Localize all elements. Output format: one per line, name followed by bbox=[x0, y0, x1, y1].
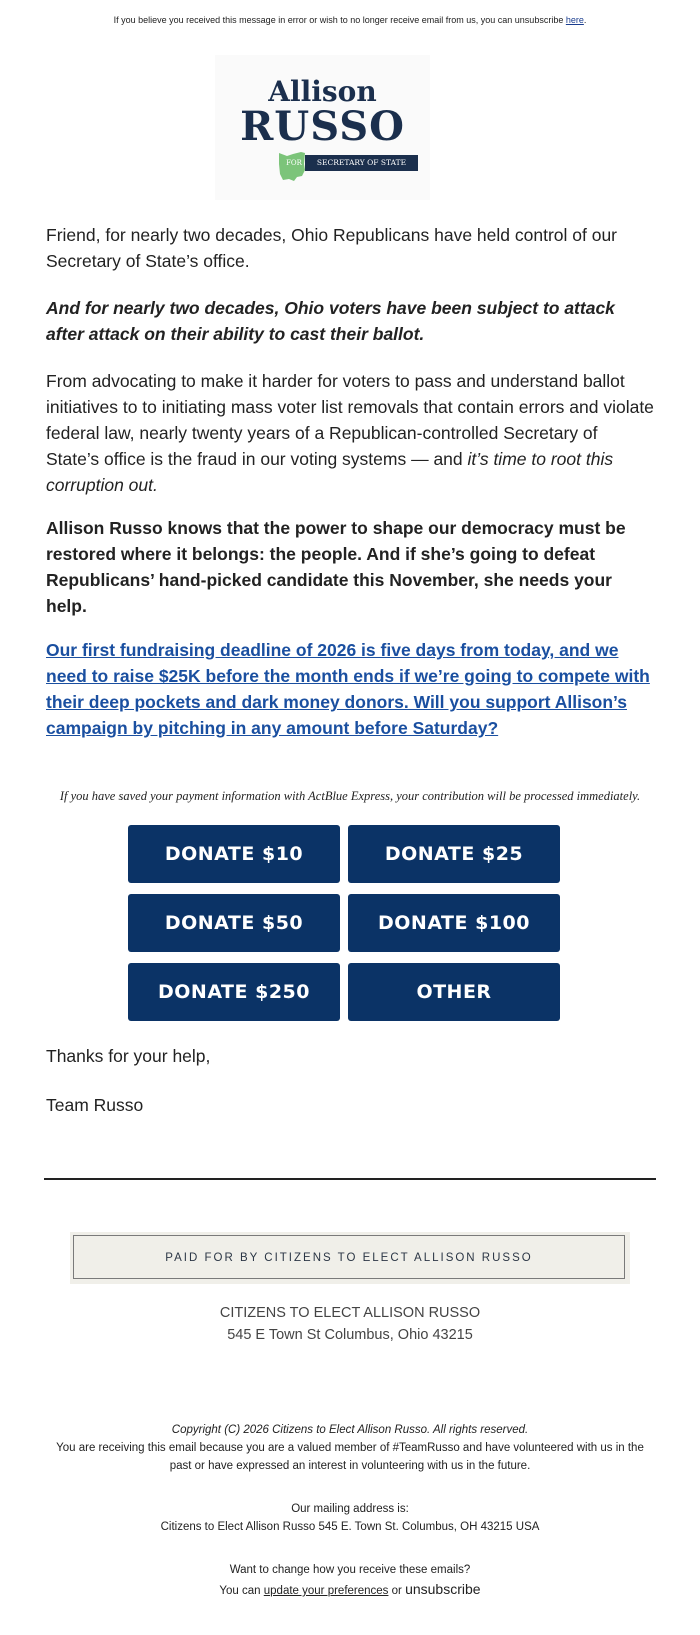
footer-you-can: You can bbox=[219, 1585, 261, 1597]
donate-100-button[interactable]: DONATE $100 bbox=[348, 894, 560, 952]
org-name: CITIZENS TO ELECT ALLISON RUSSO bbox=[219, 1305, 481, 1321]
footer-reason: You are receiving this email because you are a valued member of #TeamRusso and have volunteered with us in the past or have expressed an interest in volunteering with us in the future. bbox=[56, 1442, 644, 1472]
unsubscribe-notice-text: If you believe you received this message in error or wish to no longer receive email from us, you can unsubscribe bbox=[113, 15, 564, 25]
fundraising-deadline-link[interactable]: Our first fundraising deadline of 2026 is five days from today, and we need to raise $25K before the month ends if we’re going to compete with their deep pockets and dark money donors. Will you support Allison’s campaign by pitching in any amount before Saturday? bbox=[46, 640, 650, 738]
campaign-logo bbox=[215, 55, 430, 200]
logo-first-name: Allison bbox=[268, 75, 377, 108]
body-paragraph-1: Friend, for nearly two decades, Ohio Republicans have held control of our Secretary of State’s office. bbox=[46, 225, 618, 271]
logo-last-name: RUSSO bbox=[240, 103, 405, 150]
actblue-express-note: If you have saved your payment information with ActBlue Express, your contribution will be processed immediately. bbox=[59, 789, 641, 803]
donate-250-button[interactable]: DONATE $250 bbox=[128, 963, 340, 1021]
signoff-team: Team Russo bbox=[46, 1095, 144, 1115]
donate-other-button[interactable]: OTHER bbox=[348, 963, 560, 1021]
footer-change-prompt: Want to change how you receive these emails? bbox=[229, 1564, 471, 1576]
footer-preferences-line bbox=[0, 1580, 700, 1600]
org-address: 545 E Town St Columbus, Ohio 43215 bbox=[227, 1327, 473, 1343]
body-paragraph-3 bbox=[46, 368, 654, 498]
signoff-thanks: Thanks for your help, bbox=[46, 1046, 211, 1066]
donate-50-button[interactable]: DONATE $50 bbox=[128, 894, 340, 952]
body-paragraph-2: And for nearly two decades, Ohio voters have been subject to attack after attack on their ability to cast their ballot. bbox=[46, 298, 615, 344]
paid-for-disclaimer bbox=[70, 1232, 630, 1284]
footer-mailing-address: Citizens to Elect Allison Russo 545 E. Town St. Columbus, OH 43215 USA bbox=[160, 1521, 540, 1533]
body-paragraph-3-emphasis: it’s time to root this corruption out. bbox=[46, 449, 614, 495]
donate-25-button[interactable]: DONATE $25 bbox=[348, 825, 560, 883]
logo-office-band: SECRETARY OF STATE bbox=[305, 155, 418, 171]
footer-mailing-label: Our mailing address is: bbox=[291, 1503, 409, 1515]
footer-divider bbox=[44, 1178, 656, 1180]
unsubscribe-notice-end: . bbox=[583, 15, 587, 25]
body-paragraph-4: Allison Russo knows that the power to shape our democracy must be restored where it belongs: the people. And if she’s going to defeat Republicans’ hand-picked candidate this November, she needs your help. bbox=[46, 518, 626, 616]
update-preferences-link[interactable]: update your preferences bbox=[263, 1585, 389, 1597]
donate-10-button[interactable]: DONATE $10 bbox=[128, 825, 340, 883]
paid-for-text: PAID FOR BY CITIZENS TO ELECT ALLISON RUSSO bbox=[73, 1235, 625, 1279]
footer-or: or bbox=[391, 1585, 402, 1597]
unsubscribe-notice bbox=[0, 15, 700, 25]
body-paragraph-3-text: From advocating to make it harder for voters to pass and understand ballot initiatives to to initiating mass voter list removals that contain errors and violate federal law, nearly twenty years of a Republican-controlled Secretary of State’s office is the fraud in our voting systems — and bbox=[46, 371, 654, 469]
unsubscribe-here-link[interactable]: here bbox=[565, 15, 584, 25]
footer-unsubscribe-link[interactable]: unsubscribe bbox=[405, 1581, 481, 1597]
logo-for-label: FOR bbox=[286, 159, 302, 167]
footer-copyright: Copyright (C) 2026 Citizens to Elect Allison Russo. All rights reserved. bbox=[171, 1424, 529, 1436]
